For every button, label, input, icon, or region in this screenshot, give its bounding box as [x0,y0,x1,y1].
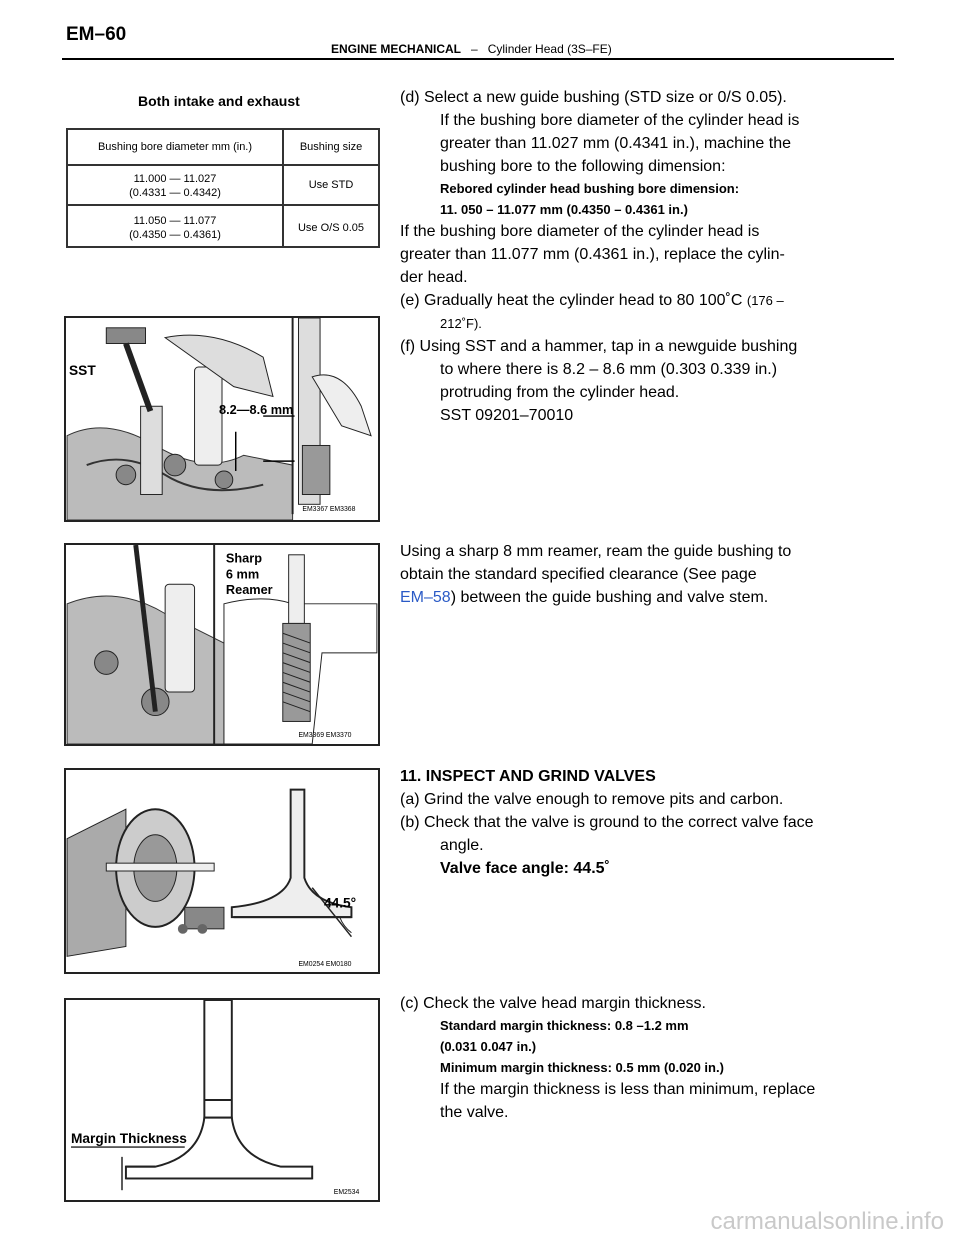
table-row-diameter: 11.050 — 11.077 [133,215,217,227]
valve-angle-label: 44.5° [323,895,357,911]
margin-thickness-label: Margin Thickness [71,1131,187,1147]
watermark: carmanualsonline.info [710,1208,944,1235]
spec-minimum: Minimum margin thickness: 0.5 mm (0.020 in.) [440,1060,724,1075]
step-a: (a) Grind the valve enough to remove pits and carbon. [400,791,784,808]
valve-grind-illustration [66,770,378,972]
step-d-text: If the bushing bore diameter of the cylinder head is [440,112,800,129]
running-header [331,42,612,56]
step-f: (f) Using SST and a hammer, tap in a newguide bushing [400,338,798,355]
bushing-table [66,128,380,248]
step-b-text: angle. [440,837,484,854]
step-d-text: bushing bore to the following dimension: [440,158,726,175]
header-dash: – [471,42,478,56]
figure-code: EM2534 [333,1189,360,1197]
page-link[interactable]: EM–58 [400,589,451,606]
spec-standard-inches: (0.031 0.047 in.) [440,1039,537,1054]
margin-thickness-illustration [66,1000,378,1200]
step-f-text: to where there is 8.2 – 8.6 mm (0.303 0.339 in.) [440,361,778,378]
section-title: ENGINE MECHANICAL [331,42,462,56]
paragraph [400,586,880,609]
sst-hammer-illustration [66,318,378,520]
table-row-inches: (0.4331 — 0.4342) [129,187,221,199]
paragraph: obtain the standard specified clearance (See page [400,566,757,583]
subsection-title: Cylinder Head (3S–FE) [487,42,612,56]
reamer-illustration [66,545,378,744]
step-f-text: protruding from the cylinder head. [440,384,680,401]
sst-number: SST 09201–70010 [440,407,574,424]
table-row-divider [68,204,378,206]
figure-margin-thickness [64,998,380,1202]
step-b: (b) Check that the valve is ground to the correct valve face [400,814,814,831]
figure-code: EM0254 EM0180 [298,961,352,969]
section-heading: 11. INSPECT AND GRIND VALVES [400,768,656,785]
step-d: (d) Select a new guide bushing (STD size or 0/S 0.05). [400,89,787,106]
sst-label: SST [69,362,96,378]
spec-value: Valve face angle: 44.5˚ [440,860,610,877]
spec-standard: Standard margin thickness: 0.8 –1.2 mm [440,1018,689,1033]
reamer-label-sharp: Sharp [225,550,263,566]
figure-code: EM3369 EM3370 [298,732,352,740]
reamer-label: Reamer [225,582,273,598]
step-e-text: (e) Gradually heat the cylinder head to 80 100˚C [400,292,743,309]
figure-code: EM3367 EM3368 [302,506,356,514]
protrusion-dimension: 8.2—8.6 mm [219,402,294,418]
table-title: Both intake and exhaust [138,93,300,109]
paragraph: greater than 11.077 mm (0.4361 in.), replace the cylin- [400,246,785,263]
text-block-margin [400,992,880,1124]
paragraph: der head. [400,269,468,286]
table-row-inches: (0.4350 — 0.4361) [129,229,221,241]
paragraph-text: ) between the guide bushing and valve stem. [450,589,769,606]
text-block-valves [400,765,890,880]
text-block-bushing [400,86,880,427]
table-header-diameter: Bushing bore diameter mm (in.) [97,141,253,153]
table-row-diameter: 11.000 — 11.027 [133,173,217,185]
table-row-size: Use O/S 0.05 [297,222,365,234]
spec-value: 11. 050 – 11.077 mm (0.4350 – 0.4361 in.) [440,202,688,217]
paragraph: Using a sharp 8 mm reamer, ream the guide bushing to [400,543,792,560]
paragraph: the valve. [440,1104,509,1121]
figure-sst-hammer [64,316,380,522]
figure-reamer [64,543,380,746]
step-d-text: greater than 11.027 mm (0.4341 in.), machine the [440,135,792,152]
table-row-size: Use STD [308,179,354,191]
paragraph: If the bushing bore diameter of the cylinder head is [400,223,760,240]
text-block-ream [400,540,880,609]
paragraph: If the margin thickness is less than minimum, replace [440,1081,816,1098]
reamer-label-size: 6 mm [225,566,260,582]
step-e [400,289,880,312]
table-header-size: Bushing size [299,141,363,153]
step-e-text: 212˚F). [440,316,482,331]
spec-label: Rebored cylinder head bushing bore dimension: [440,181,740,196]
figure-valve-face [64,768,380,974]
step-e-small: (176 – [746,293,784,308]
header-rule [62,58,894,60]
page-number: EM–60 [66,24,127,45]
step-c: (c) Check the valve head margin thickness. [400,995,706,1012]
